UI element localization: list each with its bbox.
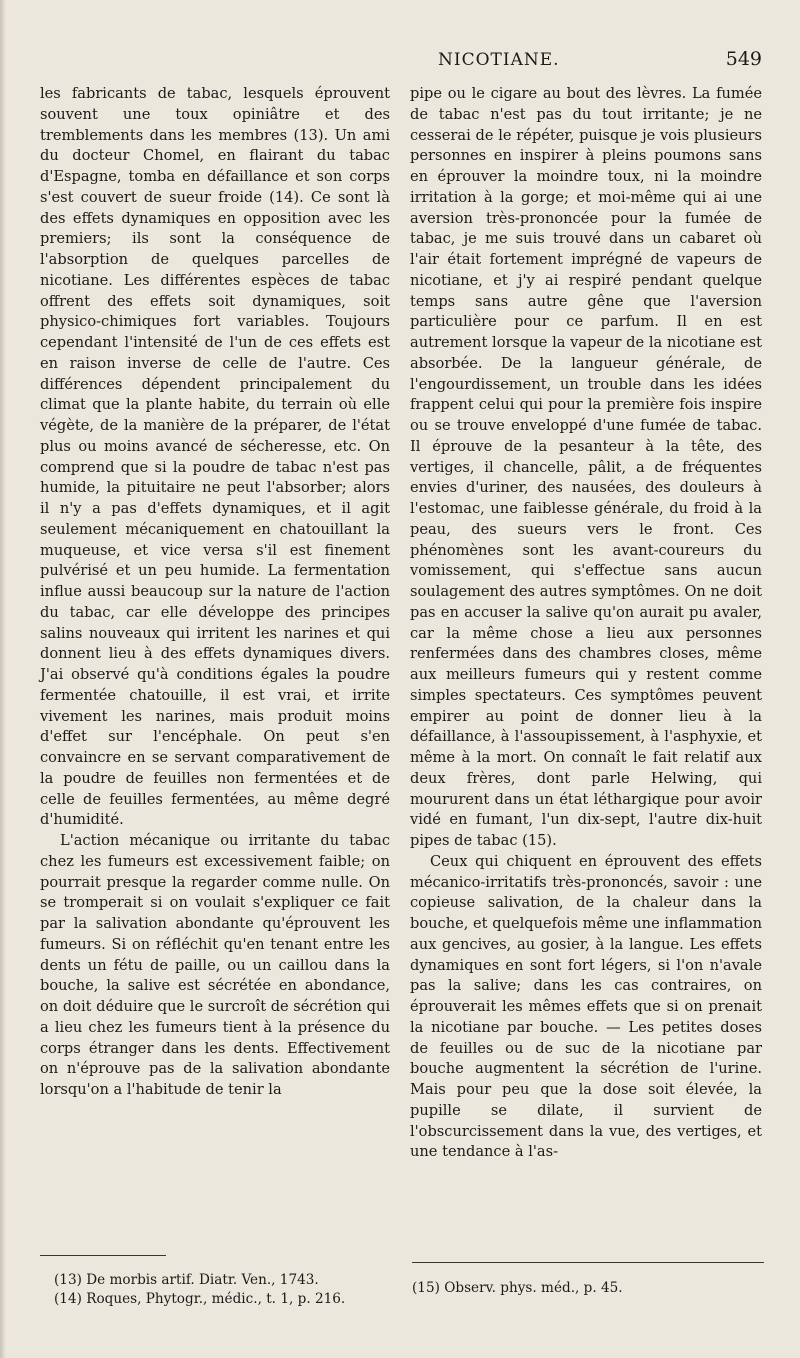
right-column <box>410 84 762 1163</box>
left-paragraph-2: L'action mécanique ou irritante du tabac chez les fumeurs est excessivement faible; on pourrait presque la regarder comme nulle. On se tromperait si on voulait s'expliquer ce fait par la salivation abondante qu'éprouvent les fumeurs. Si on réfléchit qu'en tenant entre les dents un fétu de paille, ou un caillou dans la bouche, la salive est sécrétée en abondance, on doit déduire que le surcroît de sécrétion qui a lieu chez les fumeurs tient à la présence du corps étranger dans les dents. Effectivement on n'éprouve pas de la salivation abondante lorsqu'on a l'habitude de tenir la <box>40 832 390 1098</box>
page-number: 549 <box>725 48 762 70</box>
footnote-13: (13) De morbis artif. Diatr. Ven., 1743. <box>54 1272 319 1288</box>
footnote-15: (15) Observ. phys. méd., p. 45. <box>412 1280 623 1296</box>
left-paragraph-1: les fabricants de tabac, lesquels éprouvent souvent une toux opiniâtre et des tremblements dans les membres (13). Un ami du docteur Chomel, en flairant du tabac d'Espagne, tomba en défaillance et son corps s'est couvert de sueur froide (14). Ce sont là des effets dynamiques en opposition avec les premiers; ils sont la conséquence de l'absorption de quelques parcelles de nicotiane. Les différentes espèces de tabac offrent des effets soit dynamiques, soit physico-chimiques fort variables. Toujours cependant l'intensité de l'un de ces effets est en raison inverse de celle de l'autre. Ces différences dépendent principalement du climat que la plante habite, du terrain où elle végète, de la manière de la préparer, de l'état plus ou moins avancé de sécheresse, etc. On comprend que si la poudre de tabac n'est pas humide, la pituitaire ne peut l'absorber; alors il n'y a pas d'effets dynamiques, et il agit seulement mécaniquement en chatouillant la muqueuse, et vice versa s'il est finement pulvérisé et un peu humide. La fermentation influe aussi beaucoup sur la nature de l'action du tabac, car elle développe des principes salins nouveaux qui irritent les narines et qui donnent lieu à des effets dynamiques divers. J'ai observé qu'à conditions égales la poudre fermentée chatouille, il est vrai, et irrite vivement les narines, mais produit moins d'effet sur l'encéphale. On peut s'en convaincre en se servant comparativement de la poudre de feuilles non fermentées et de celle de feuilles fermentées, au même degré d'humidité. <box>40 85 390 829</box>
footnote-14: (14) Roques, Phytogr., médic., t. 1, p. 216. <box>54 1291 346 1307</box>
left-column <box>40 84 390 1101</box>
page-edge-shadow <box>0 0 6 1358</box>
footnotes-right <box>412 1279 764 1298</box>
right-paragraph-2: Ceux qui chiquent en éprouvent des effets mécanico-irritatifs très-prononcés, savoir : une copieuse salivation, de la chaleur dans la bouche, et quelquefois même une inflammation aux gencives, au gosier, à la langue. Les effets dynamiques en sont fort légers, si l'on n'avale pas la salive; dans les cas contraires, on éprouverait les mêmes effets que si on prenait la nicotiane par bouche. — Les petites doses de feuilles ou de suc de la nicotiane par bouche augmentent la sécrétion de l'urine. Mais pour peu que la dose soit élevée, la pupille se dilate, il survient de l'obscurcissement dans la vue, des vertiges, et une tendance à l'as- <box>410 852 762 1161</box>
right-paragraph-1: pipe ou le cigare au bout des lèvres. La fumée de tabac n'est pas du tout irritante; je ne cesserai de le répéter, puisque je vois plusieurs personnes en inspirer à pleins poumons sans en éprouver la moindre toux, ni la moindre irritation à la gorge; et moi-même qui ai une aversion très-prononcée pour la fumée de tabac, je me suis trouvé dans un cabaret où l'air était fortement imprégné de vapeurs de nicotiane, et j'y ai respiré pendant quelque temps sans autre gêne que l'aversion particulière pour ce parfum. Il en est autrement lorsque la vapeur de la nicotiane est absorbée. De la langueur générale, de l'engourdissement, un trouble dans les idées frappent celui qui pour la première fois inspire ou se trouve enveloppé d'une fumée de tabac. Il éprouve de la pesanteur à la tête, des vertiges, il chancelle, pâlit, a de fréquentes envies d'uriner, des nausées, des douleurs à l'estomac, une faiblesse générale, du froid à la peau, des sueurs vers le front. Ces phénomènes sont les avant-coureurs du vomissement, qui s'effectue sans aucun soulagement des autres symptômes. On ne doit pas en accuser la salive qu'on aurait pu avaler, car la même chose a lieu aux personnes renfermées dans des chambres closes, même aux meilleurs fumeurs qui y restent comme simples spectateurs. Ces symptômes peuvent empirer au point de donner lieu à la défaillance, à l'assoupissement, à l'asphyxie, et même à la mort. On connaît le fait relatif aux deux frères, dont parle Helwing, qui moururent dans un état léthargique pour avoir vidé en fumant, l'un dix-sept, l'autre dix-huit pipes de tabac (15). <box>410 85 762 849</box>
footnotes-left <box>40 1271 390 1309</box>
running-title: NICOTIANE. <box>438 50 560 70</box>
footnote-rule-right <box>412 1262 764 1263</box>
footnote-rule-left <box>40 1255 166 1256</box>
